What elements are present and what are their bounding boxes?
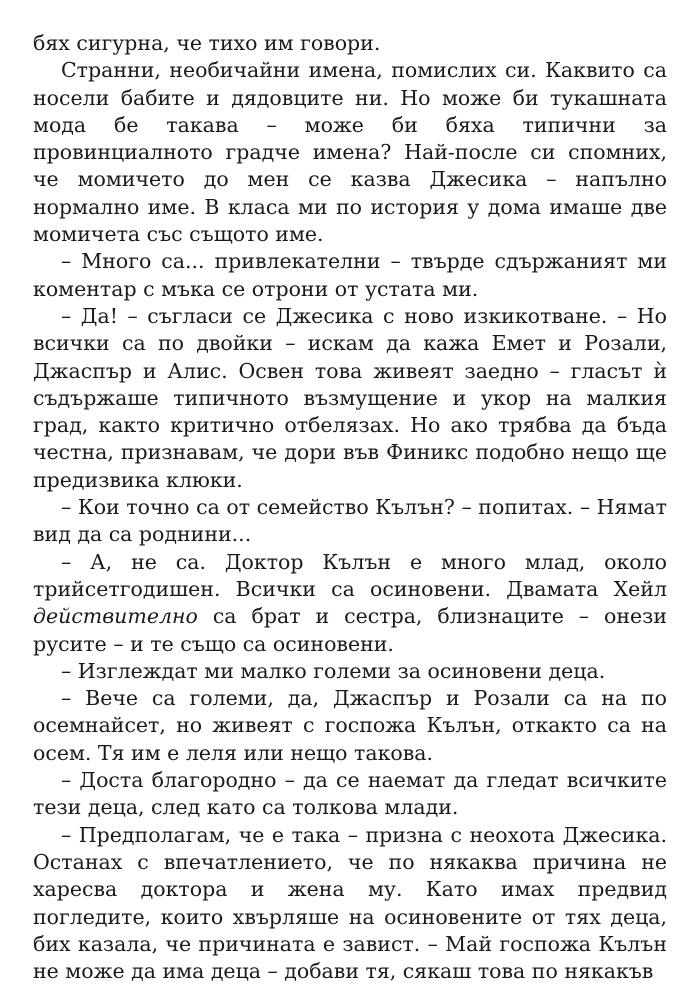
book-page — [33, 30, 667, 985]
paragraph: – Изглеждат ми малко големи за осиновени деца. — [61, 658, 606, 683]
paragraph: – Доста благородно – да се наемат да гледат всичките тези деца, след като са толкова млади. — [33, 768, 667, 820]
paragraph: – Много са... привлекателни – твърде сдържаният ми коментар с мъка се отрони от устата ми. — [33, 249, 667, 301]
paragraph: – Вече са големи, да, Джаспър и Розали са на по осемнайсет, но живеят с госпожа Кълън, откакто са на осем. Тя им е леля или нещо такова. — [33, 686, 667, 765]
paragraph: – Да! – съгласи се Джесика с ново изкикотване. – Но всички са по двойки – искам да кажа Емет и Розали, Джаспър и Алис. Освен това живеят заедно – гласът ѝ съдържаше типичното възмущение и укор на малкия град, както критично отбелязах. Но ако трябва да бъда честна, признавам, че дори във Финикс подобно нещо ще предизвика клюки. — [33, 303, 667, 492]
paragraph-last: – Предполагам, че е така – призна с неохота Джесика. Останах с впечатлението, че по някаква причина не харесва доктора и жена му. Като имах предвид погледите, които хвърляше на осиновените от тях деца, бих казала, че причината е завист. – Май госпожа Кълън не може да има деца – добави тя, сякаш това по някакъв — [33, 822, 667, 984]
paragraph-text: – А, не са. Доктор Кълън е много млад, около трийсетгодишен. Всички са осиновени. Двамата Хейл — [33, 549, 667, 601]
paragraph-text: са брат и сестра, близнаците – онези русите – и те също са осиновени. — [33, 604, 667, 656]
paragraph: – Кои точно са от семейство Кълън? – попитах. – Нямат вид да са роднини... — [33, 495, 667, 547]
paragraph-continuation: бях сигурна, че тихо им говори. — [33, 31, 381, 55]
paragraph: Странни, необичайни имена, помислих си. Каквито са носели бабите и дядовците ни. Но може би тукашната мода бе такава – може би бяха типични за провинциалното градче имена? Най-после си спомних, че момичето до мен се казва Джесика – напълно нормално име. В класа ми по история у дома имаше две момичета със същото име. — [33, 58, 667, 247]
emphasis-text: действително — [33, 604, 198, 629]
paragraph — [33, 549, 667, 658]
